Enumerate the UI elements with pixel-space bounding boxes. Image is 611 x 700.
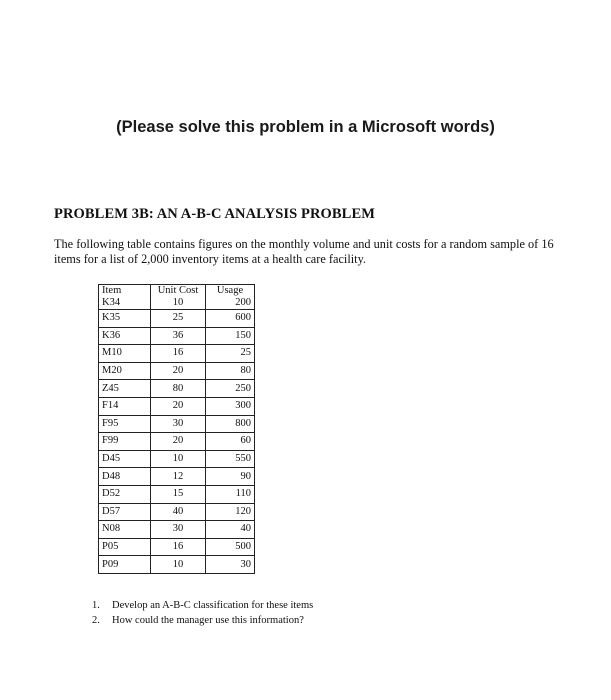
header-usage: Usage bbox=[206, 285, 255, 298]
question-list bbox=[92, 598, 313, 628]
usage-cell: 500 bbox=[206, 538, 255, 556]
table-row bbox=[99, 397, 255, 415]
item-cell: D52 bbox=[99, 485, 151, 503]
header-unit-cost: Unit Cost bbox=[151, 285, 206, 298]
question-text: Develop an A-B-C classification for these items bbox=[112, 600, 314, 611]
usage-cell: 30 bbox=[206, 556, 255, 574]
problem-heading: PROBLEM 3B: AN A-B-C ANALYSIS PROBLEM bbox=[54, 206, 376, 222]
unit-cost-cell: 20 bbox=[151, 433, 206, 451]
item-cell: D48 bbox=[99, 468, 151, 486]
unit-cost-cell: 40 bbox=[151, 503, 206, 521]
usage-cell: 25 bbox=[206, 345, 255, 363]
usage-cell: 800 bbox=[206, 415, 255, 433]
unit-cost-cell: 36 bbox=[151, 327, 206, 345]
unit-cost-cell: 30 bbox=[151, 415, 206, 433]
item-cell: N08 bbox=[99, 521, 151, 539]
table-row bbox=[99, 556, 255, 574]
usage-cell: 110 bbox=[206, 485, 255, 503]
unit-cost-cell: 30 bbox=[151, 521, 206, 539]
usage-cell: 600 bbox=[206, 310, 255, 328]
usage-cell: 150 bbox=[206, 327, 255, 345]
unit-cost-cell: 16 bbox=[151, 538, 206, 556]
unit-cost-cell: 12 bbox=[151, 468, 206, 486]
usage-cell: 200 bbox=[206, 297, 255, 310]
usage-cell: 40 bbox=[206, 521, 255, 539]
usage-cell: 250 bbox=[206, 380, 255, 398]
unit-cost-cell: 25 bbox=[151, 310, 206, 328]
table-row bbox=[99, 362, 255, 380]
item-cell: F14 bbox=[99, 397, 151, 415]
instruction-note: (Please solve this problem in a Microsoft words) bbox=[116, 118, 495, 136]
item-cell: K36 bbox=[99, 327, 151, 345]
table-row bbox=[99, 327, 255, 345]
question-number: 2. bbox=[92, 615, 100, 626]
unit-cost-cell: 80 bbox=[151, 380, 206, 398]
usage-cell: 120 bbox=[206, 503, 255, 521]
table-row bbox=[99, 345, 255, 363]
table-row bbox=[99, 415, 255, 433]
unit-cost-cell: 10 bbox=[151, 450, 206, 468]
item-cell: M10 bbox=[99, 345, 151, 363]
question-number: 1. bbox=[92, 600, 100, 611]
usage-cell: 90 bbox=[206, 468, 255, 486]
usage-cell: 550 bbox=[206, 450, 255, 468]
unit-cost-cell: 10 bbox=[151, 297, 206, 310]
problem-intro: The following table contains figures on the monthly volume and unit costs for a random sample of 16 items for a list of 2,000 inventory items at a health care facility. bbox=[54, 237, 554, 266]
table-header-row bbox=[99, 285, 255, 298]
table-row bbox=[99, 503, 255, 521]
item-cell: D45 bbox=[99, 450, 151, 468]
header-item: Item bbox=[99, 285, 151, 298]
question-text: How could the manager use this information? bbox=[112, 615, 304, 626]
unit-cost-cell: 10 bbox=[151, 556, 206, 574]
table-row bbox=[99, 538, 255, 556]
table-row bbox=[99, 450, 255, 468]
table-row bbox=[99, 485, 255, 503]
item-cell: F99 bbox=[99, 433, 151, 451]
item-cell: Z45 bbox=[99, 380, 151, 398]
unit-cost-cell: 16 bbox=[151, 345, 206, 363]
usage-cell: 300 bbox=[206, 397, 255, 415]
item-cell: P05 bbox=[99, 538, 151, 556]
usage-cell: 60 bbox=[206, 433, 255, 451]
question-item bbox=[92, 613, 313, 628]
item-cell: K35 bbox=[99, 310, 151, 328]
table-row bbox=[99, 468, 255, 486]
table-row bbox=[99, 380, 255, 398]
table-row bbox=[99, 310, 255, 328]
table-row bbox=[99, 433, 255, 451]
table-row bbox=[99, 297, 255, 310]
item-cell: D57 bbox=[99, 503, 151, 521]
unit-cost-cell: 20 bbox=[151, 397, 206, 415]
question-item bbox=[92, 598, 313, 613]
unit-cost-cell: 20 bbox=[151, 362, 206, 380]
table-body bbox=[99, 297, 255, 573]
item-cell: K34 bbox=[99, 297, 151, 310]
unit-cost-cell: 15 bbox=[151, 485, 206, 503]
item-cell: M20 bbox=[99, 362, 151, 380]
item-cell: P09 bbox=[99, 556, 151, 574]
table-row bbox=[99, 521, 255, 539]
usage-cell: 80 bbox=[206, 362, 255, 380]
inventory-table bbox=[98, 284, 255, 574]
item-cell: F95 bbox=[99, 415, 151, 433]
